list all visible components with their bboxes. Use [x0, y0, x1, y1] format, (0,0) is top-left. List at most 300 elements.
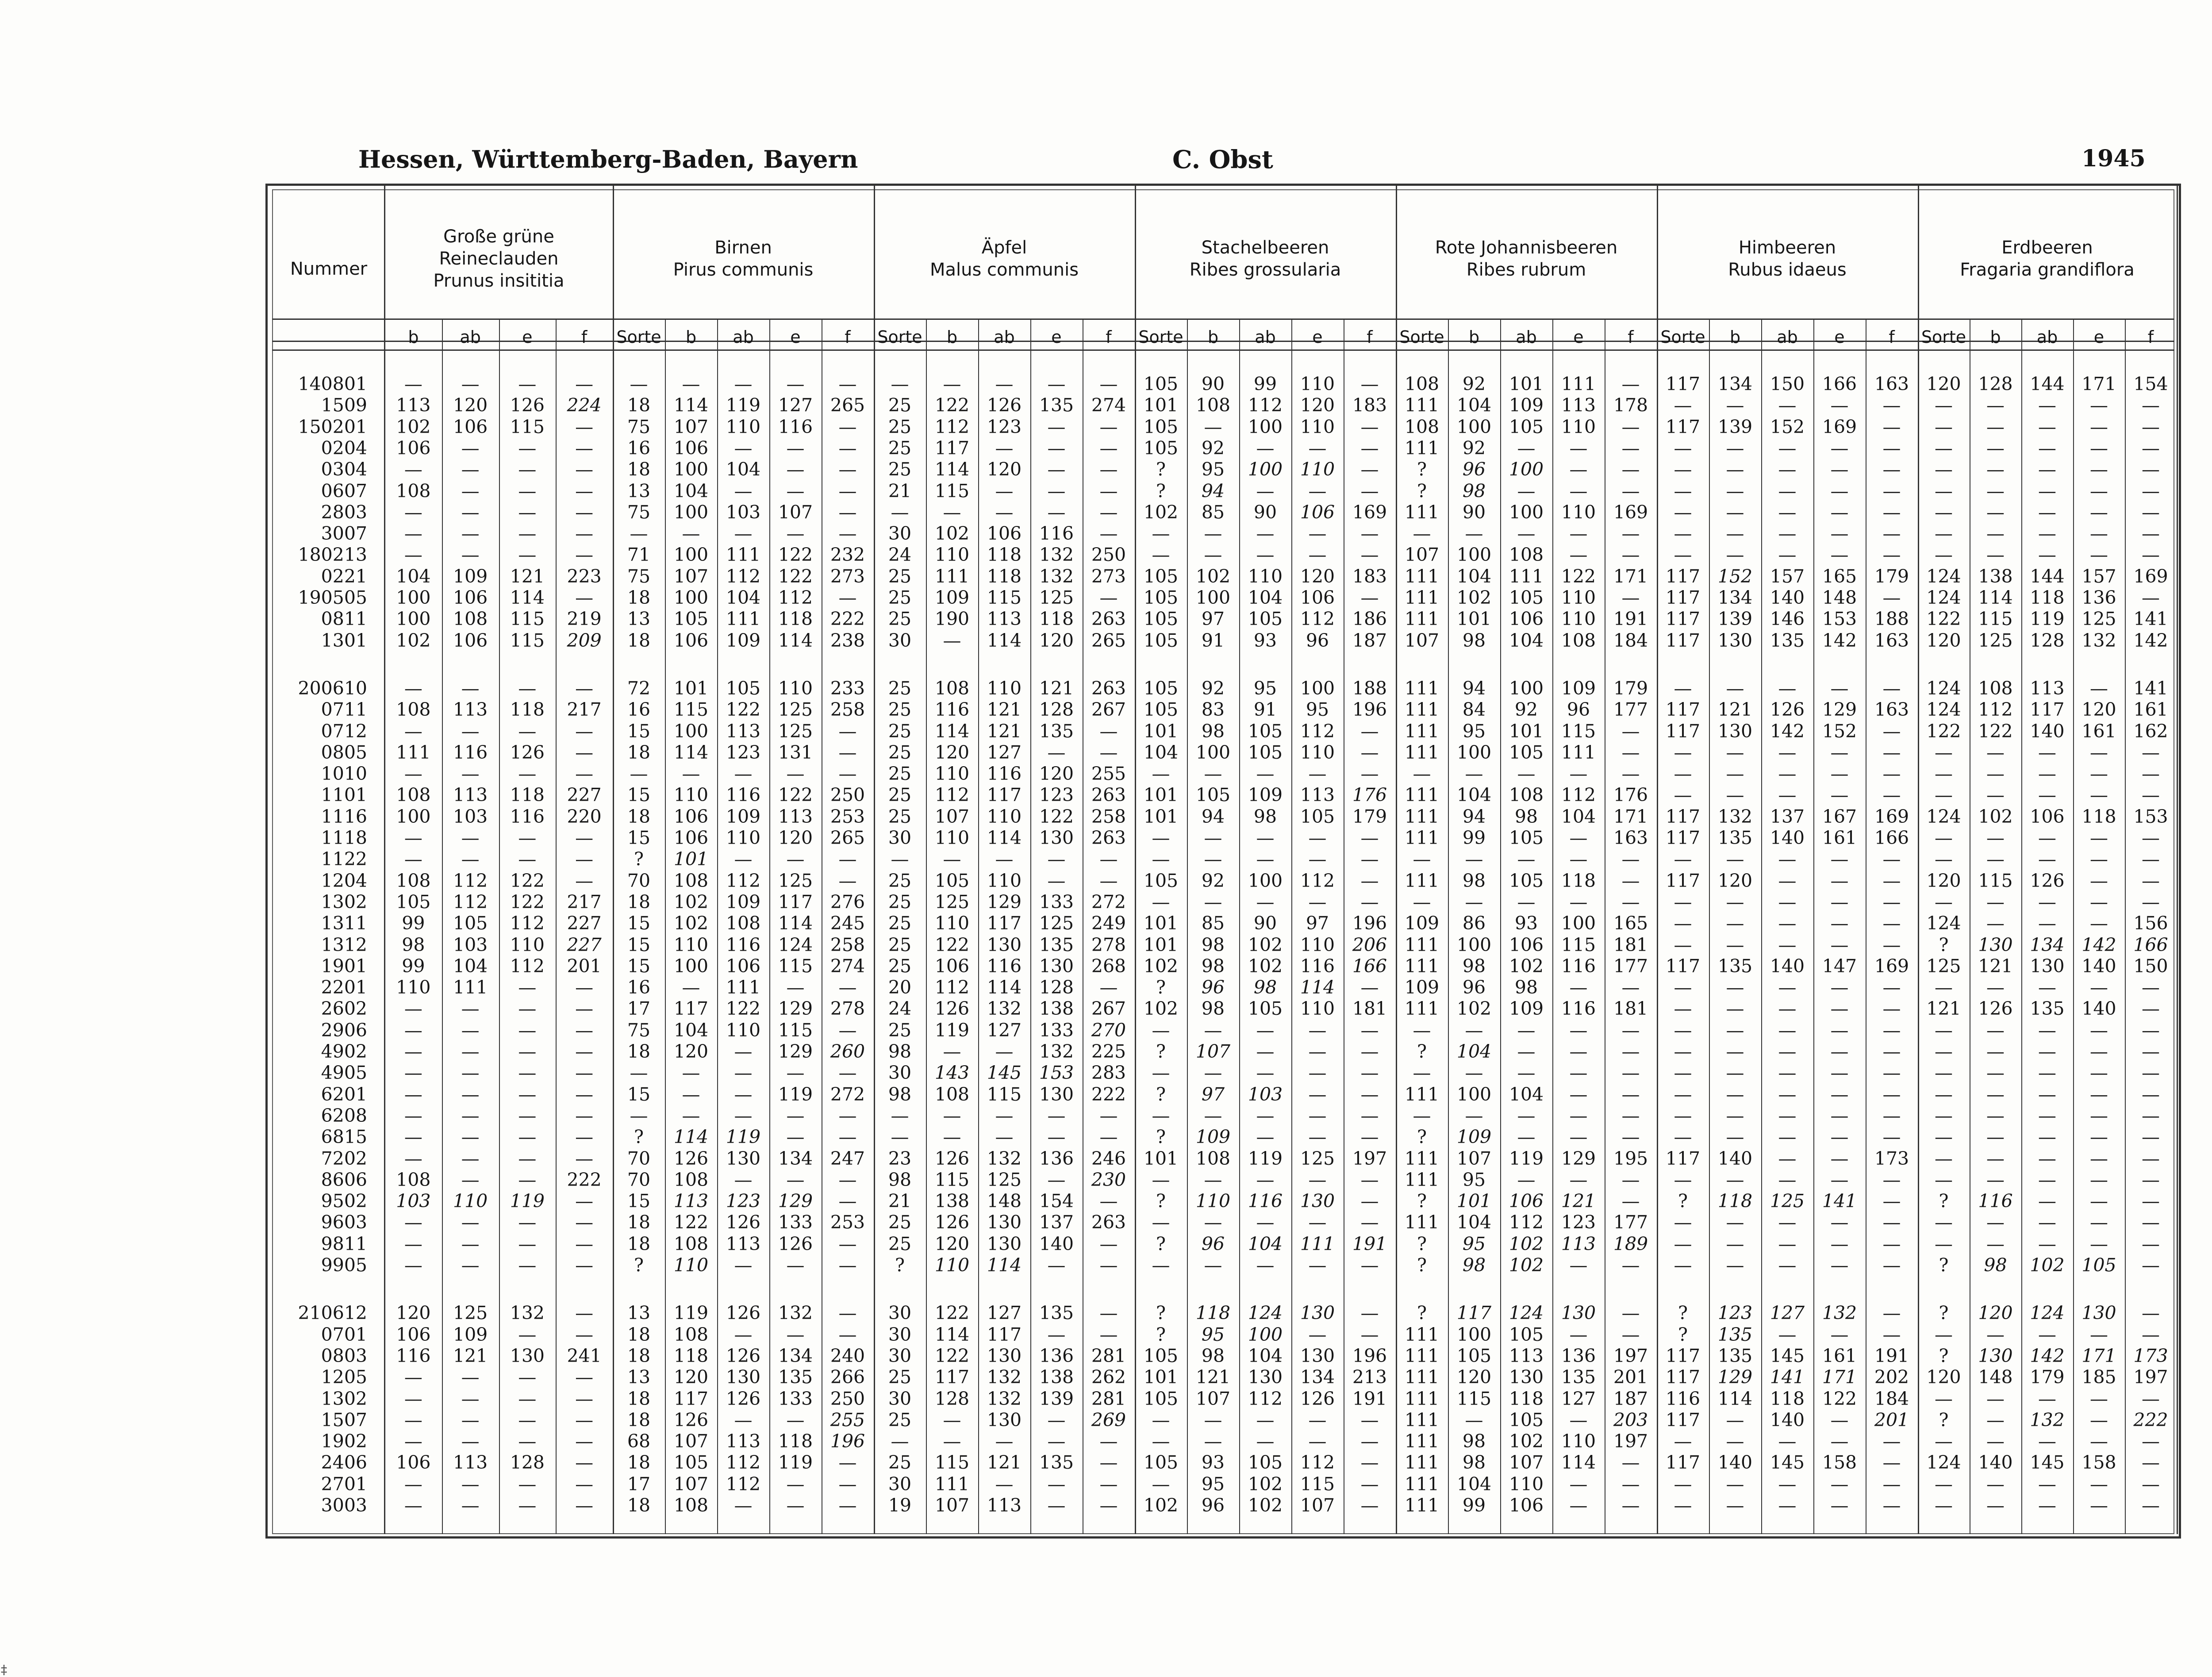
row-number: 1204 — [321, 870, 367, 891]
row-number: 2201 — [321, 977, 367, 998]
row-number: 9905 — [321, 1255, 367, 1276]
table-cell: 161 — [2081, 720, 2116, 742]
table-cell: — — [1256, 848, 1275, 870]
table-cell: 272 — [1091, 891, 1126, 913]
table-cell: — — [1935, 1105, 1953, 1126]
row-number: 6815 — [321, 1126, 367, 1148]
table-cell: 110 — [987, 870, 1022, 891]
table-cell: — — [1778, 1473, 1797, 1495]
table-cell: — — [1986, 459, 2005, 480]
table-cell: 111 — [1561, 741, 1596, 763]
table-cell: 209 — [567, 629, 602, 651]
table-cell: — — [575, 720, 594, 742]
table-cell: 25 — [888, 870, 912, 891]
table-cell: 130 — [1978, 1345, 2013, 1366]
table-cell: 118 — [778, 1431, 813, 1452]
table-cell: 16 — [627, 699, 651, 721]
table-cell: — — [786, 1495, 805, 1516]
table-cell: 90 — [1201, 373, 1225, 395]
table-cell: 25 — [888, 806, 912, 827]
table-cell: — — [1986, 544, 2005, 566]
table-cell: — — [1935, 1431, 1953, 1452]
table-cell: 111 — [1404, 1147, 1440, 1169]
table-cell: 100 — [673, 544, 709, 566]
table-cell: — — [1621, 763, 1640, 785]
table-cell: 117 — [1665, 955, 1701, 977]
table-cell: 25 — [888, 913, 912, 934]
table-cell: 132 — [1039, 565, 1074, 587]
table-cell: 116 — [396, 1345, 431, 1366]
table-cell: 102 — [2030, 1255, 2065, 1276]
row-number: 0712 — [321, 720, 367, 742]
table-cell: 111 — [726, 608, 761, 630]
table-cell: — — [1569, 459, 1588, 480]
row-number: 2906 — [321, 1019, 367, 1041]
table-cell: — — [2142, 480, 2160, 502]
table-cell: 110 — [987, 677, 1022, 699]
table-cell: 30 — [888, 1302, 912, 1324]
table-cell: — — [1360, 1041, 1379, 1062]
row-number: 0304 — [321, 459, 367, 480]
table-cell: — — [1360, 1126, 1379, 1148]
table-cell: 126 — [673, 1147, 709, 1169]
table-cell: 122 — [778, 784, 813, 806]
table-cell: 119 — [510, 1190, 545, 1212]
table-cell: — — [1882, 1495, 1901, 1516]
table-cell: — — [1986, 1062, 2005, 1084]
table-cell: — — [1256, 1431, 1275, 1452]
table-cell: 108 — [1404, 416, 1440, 437]
row-number: 150201 — [298, 416, 367, 437]
row-number: 6201 — [321, 1083, 367, 1105]
table-cell: — — [1204, 891, 1222, 913]
table-cell: 108 — [673, 1169, 709, 1190]
table-cell: — — [1569, 977, 1588, 998]
table-cell: 283 — [1091, 1062, 1126, 1084]
table-cell: — — [1986, 1147, 2005, 1169]
table-cell: 21 — [888, 480, 912, 502]
table-cell: 25 — [888, 677, 912, 699]
table-cell: — — [1256, 437, 1275, 459]
table-cell: 102 — [1509, 1233, 1544, 1255]
table-cell: 129 — [778, 1041, 813, 1062]
table-cell: 116 — [778, 416, 813, 437]
table-cell: — — [1308, 1431, 1327, 1452]
table-cell: — — [518, 1062, 537, 1084]
table-cell: — — [1308, 827, 1327, 848]
table-cell: — — [1465, 848, 1483, 870]
table-cell: — — [1621, 1083, 1640, 1105]
table-cell: 122 — [778, 565, 813, 587]
table-cell: — — [1047, 1255, 1066, 1276]
table-cell: — — [1099, 1495, 1118, 1516]
table-cell: 119 — [726, 1126, 761, 1148]
table-cell: 100 — [1195, 741, 1231, 763]
table-cell: — — [461, 1019, 480, 1041]
table-cell: 109 — [1248, 784, 1283, 806]
table-cell: 111 — [1404, 1169, 1440, 1190]
table-cell: — — [2038, 1105, 2056, 1126]
table-cell: 105 — [1143, 870, 1179, 891]
table-cell: 104 — [1248, 1345, 1283, 1366]
table-cell: — — [1256, 1409, 1275, 1431]
table-cell: — — [518, 1431, 537, 1452]
table-cell: 105 — [1143, 1388, 1179, 1409]
table-cell: — — [1986, 1495, 2005, 1516]
table-cell: 122 — [934, 1345, 970, 1366]
table-cell: — — [1986, 395, 2005, 416]
table-cell: — — [1047, 480, 1066, 502]
table-cell: 122 — [510, 891, 545, 913]
table-cell: 25 — [888, 565, 912, 587]
table-cell: — — [2142, 459, 2160, 480]
table-cell: 127 — [987, 741, 1022, 763]
table-cell: — — [1621, 1169, 1640, 1190]
table-cell: — — [2038, 1041, 2056, 1062]
table-cell: — — [1674, 523, 1692, 545]
table-cell: — — [2038, 1126, 2056, 1148]
table-cell: 98 — [1462, 1431, 1486, 1452]
table-cell: — — [1778, 741, 1797, 763]
table-cell: 18 — [627, 1452, 651, 1474]
table-cell: — — [838, 1019, 857, 1041]
table-cell: 128 — [1978, 373, 2013, 395]
table-cell: — — [1204, 763, 1222, 785]
table-cell: — — [1360, 1473, 1379, 1495]
table-cell: — — [1778, 544, 1797, 566]
table-cell: — — [1569, 523, 1588, 545]
table-cell: — — [2090, 1324, 2108, 1345]
subheader-b: b — [1990, 327, 2001, 347]
table-cell: — — [838, 741, 857, 763]
table-cell: 98 — [1462, 1255, 1486, 1276]
table-cell: 110 — [778, 677, 813, 699]
table-cell: 105 — [1509, 416, 1544, 437]
table-cell: 202 — [1874, 1366, 1909, 1388]
table-cell: — — [1256, 1041, 1275, 1062]
table-cell: 25 — [888, 608, 912, 630]
table-cell: 105 — [1143, 1345, 1179, 1366]
table-cell: — — [1413, 891, 1431, 913]
table-cell: — — [1830, 1126, 1849, 1148]
row-number: 0805 — [321, 741, 367, 763]
table-cell: 120 — [396, 1302, 431, 1324]
subheader-e: e — [522, 327, 533, 347]
table-cell: 120 — [1926, 373, 1961, 395]
table-cell: 108 — [673, 1324, 709, 1345]
table-cell: — — [838, 1302, 857, 1324]
table-cell: — — [734, 1255, 753, 1276]
table-cell: 120 — [1039, 763, 1074, 785]
table-cell: 104 — [1561, 806, 1596, 827]
table-cell: 128 — [934, 1388, 970, 1409]
table-cell: — — [1308, 1212, 1327, 1233]
group-title-line: Ribes rubrum — [1466, 260, 1586, 280]
table-cell: — — [1099, 373, 1118, 395]
table-cell: — — [1986, 1473, 2005, 1495]
table-cell: — — [461, 1388, 480, 1409]
table-cell: 107 — [1456, 1147, 1492, 1169]
table-cell: — — [575, 480, 594, 502]
table-cell: — — [1204, 1409, 1222, 1431]
table-cell: — — [1726, 1019, 1744, 1041]
table-cell: 253 — [830, 806, 865, 827]
table-cell: 113 — [453, 699, 488, 721]
table-cell: 138 — [1978, 565, 2013, 587]
table-cell: — — [518, 1409, 537, 1431]
table-cell: 117 — [2030, 699, 2065, 721]
table-cell: — — [2142, 1324, 2160, 1345]
row-number: 1902 — [321, 1431, 367, 1452]
table-cell: 132 — [1822, 1302, 1857, 1324]
table-cell: 121 — [453, 1345, 488, 1366]
table-cell: 110 — [934, 763, 970, 785]
table-cell: 120 — [987, 459, 1022, 480]
table-cell: — — [404, 1083, 422, 1105]
table-cell: — — [461, 1083, 480, 1105]
table-cell: — — [1674, 1126, 1692, 1148]
table-cell: 121 — [510, 565, 545, 587]
table-cell: — — [1621, 848, 1640, 870]
table-cell: — — [1726, 1495, 1744, 1516]
group-title-line: Malus communis — [929, 260, 1079, 280]
table-cell: — — [2142, 1388, 2160, 1409]
table-cell: — — [1674, 544, 1692, 566]
table-cell: 104 — [1509, 629, 1544, 651]
table-cell: — — [1830, 741, 1849, 763]
table-cell: — — [1935, 1233, 1953, 1255]
table-cell: — — [2090, 1473, 2108, 1495]
table-cell: — — [1935, 1041, 1953, 1062]
table-cell: 121 — [1195, 1366, 1231, 1388]
table-cell: — — [786, 1062, 805, 1084]
table-cell: 110 — [1195, 1190, 1231, 1212]
table-cell: — — [1569, 827, 1588, 848]
table-cell: — — [1935, 1147, 1953, 1169]
table-cell: — — [1517, 480, 1536, 502]
table-cell: — — [2142, 848, 2160, 870]
table-cell: — — [1360, 1409, 1379, 1431]
table-cell: — — [1726, 677, 1744, 699]
table-cell: — — [1517, 523, 1536, 545]
table-cell: ? — [1678, 1324, 1688, 1345]
table-cell: 130 — [1248, 1366, 1283, 1388]
table-cell: — — [518, 1495, 537, 1516]
table-cell: 111 — [1404, 395, 1440, 416]
table-cell: — — [404, 1255, 422, 1276]
table-cell: — — [2038, 459, 2056, 480]
table-cell: 120 — [1300, 395, 1335, 416]
table-cell: — — [1413, 848, 1431, 870]
table-cell: 104 — [1456, 1473, 1492, 1495]
table-cell: 173 — [2133, 1345, 2168, 1366]
table-cell: — — [1674, 998, 1692, 1020]
table-cell: 126 — [987, 395, 1022, 416]
table-cell: — — [518, 501, 537, 523]
table-cell: 132 — [778, 1302, 813, 1324]
table-cell: 112 — [726, 870, 761, 891]
table-cell: 70 — [627, 1147, 651, 1169]
table-cell: 163 — [1874, 629, 1909, 651]
table-cell: 101 — [1456, 1190, 1492, 1212]
table-cell: 92 — [1201, 437, 1225, 459]
table-cell: 127 — [987, 1302, 1022, 1324]
table-cell: 105 — [1143, 1452, 1179, 1474]
table-cell: — — [1674, 1105, 1692, 1126]
table-cell: 152 — [1822, 720, 1857, 742]
table-cell: 13 — [627, 1366, 651, 1388]
table-cell: 134 — [778, 1345, 813, 1366]
table-cell: — — [1830, 1062, 1849, 1084]
table-cell: — — [1986, 480, 2005, 502]
header-year: 1945 — [2081, 145, 2146, 172]
row-number: 210612 — [298, 1302, 367, 1324]
table-cell: 117 — [1665, 1452, 1701, 1474]
table-cell: 111 — [934, 1473, 970, 1495]
table-cell: ? — [1678, 1302, 1688, 1324]
table-cell: — — [838, 523, 857, 545]
table-cell: — — [461, 720, 480, 742]
table-cell: — — [461, 1062, 480, 1084]
table-cell: 110 — [396, 977, 431, 998]
table-cell: 191 — [1352, 1233, 1387, 1255]
table-cell: — — [1830, 1019, 1849, 1041]
table-cell: — — [1986, 1019, 2005, 1041]
table-cell: 90 — [1253, 913, 1277, 934]
table-cell: — — [943, 373, 961, 395]
table-cell: — — [575, 1388, 594, 1409]
table-cell: — — [1882, 934, 1901, 956]
table-cell: — — [518, 720, 537, 742]
table-cell: — — [1256, 1062, 1275, 1084]
table-cell: — — [2142, 741, 2160, 763]
table-cell: 110 — [934, 913, 970, 934]
table-cell: — — [1986, 523, 2005, 545]
table-cell: — — [995, 848, 1014, 870]
table-cell: 230 — [1091, 1169, 1126, 1190]
row-number: 1302 — [321, 891, 367, 913]
table-cell: 93 — [1253, 629, 1277, 651]
table-cell: — — [1726, 437, 1744, 459]
table-cell: 117 — [987, 1324, 1022, 1345]
table-cell: — — [575, 977, 594, 998]
table-cell: — — [786, 1409, 805, 1431]
table-cell: — — [1308, 1409, 1327, 1431]
table-cell: 124 — [1926, 587, 1961, 608]
table-cell: 130 — [987, 1345, 1022, 1366]
scan-mark: ‡ — [1, 1662, 7, 1677]
table-cell: 142 — [2081, 934, 2116, 956]
table-cell: — — [1726, 1105, 1744, 1126]
table-cell: 110 — [453, 1190, 488, 1212]
table-cell: — — [1935, 891, 1953, 913]
table-cell: — — [943, 1126, 961, 1148]
table-cell: — — [1099, 587, 1118, 608]
table-cell: 111 — [1404, 870, 1440, 891]
table-cell: 130 — [2081, 1302, 2116, 1324]
table-cell: — — [1882, 763, 1901, 785]
table-cell: 115 — [510, 608, 545, 630]
table-cell: 158 — [1822, 1452, 1857, 1474]
table-cell: 25 — [888, 1233, 912, 1255]
table-cell: 117 — [934, 437, 970, 459]
table-cell: 98 — [1514, 806, 1538, 827]
table-cell: — — [2142, 416, 2160, 437]
table-cell: 112 — [934, 977, 970, 998]
table-cell: 109 — [934, 587, 970, 608]
table-cell: — — [1778, 1083, 1797, 1105]
table-cell: — — [461, 501, 480, 523]
table-cell: 111 — [726, 544, 761, 566]
table-cell: 163 — [1613, 827, 1648, 848]
table-cell: — — [734, 848, 753, 870]
table-cell: 136 — [2081, 587, 2116, 608]
table-cell: — — [1152, 1409, 1170, 1431]
table-cell: — — [2090, 741, 2108, 763]
table-cell: 124 — [1926, 1452, 1961, 1474]
table-cell: — — [2142, 1169, 2160, 1190]
table-cell: 124 — [1926, 806, 1961, 827]
table-cell: 129 — [987, 891, 1022, 913]
table-cell: — — [734, 1409, 753, 1431]
table-cell: 104 — [673, 1019, 709, 1041]
table-cell: 101 — [1143, 806, 1179, 827]
table-cell: 115 — [778, 955, 813, 977]
table-cell: 217 — [567, 891, 602, 913]
table-cell: 179 — [1874, 565, 1909, 587]
table-cell: — — [1778, 913, 1797, 934]
table-cell: — — [1099, 1233, 1118, 1255]
table-cell: 130 — [987, 934, 1022, 956]
table-cell: — — [461, 544, 480, 566]
table-cell: 126 — [778, 1233, 813, 1255]
table-cell: 108 — [1195, 395, 1231, 416]
table-cell: — — [1726, 1431, 1744, 1452]
table-cell: 132 — [1039, 1041, 1074, 1062]
table-cell: 126 — [934, 998, 970, 1020]
table-cell: — — [461, 480, 480, 502]
table-cell: — — [995, 1041, 1014, 1062]
table-cell: 102 — [934, 523, 970, 545]
table-cell: 15 — [627, 784, 651, 806]
table-cell: 98 — [1462, 1452, 1486, 1474]
table-cell: — — [1517, 1169, 1536, 1190]
table-cell: — — [1621, 1324, 1640, 1345]
table-cell: 145 — [987, 1062, 1022, 1084]
table-cell: 206 — [1352, 934, 1387, 956]
table-cell: — — [518, 998, 537, 1020]
table-cell: 113 — [2030, 677, 2065, 699]
table-cell: 148 — [987, 1190, 1022, 1212]
table-cell: 265 — [830, 395, 865, 416]
table-cell: 255 — [830, 1409, 865, 1431]
table-cell: — — [1726, 1041, 1744, 1062]
table-cell: 110 — [726, 1019, 761, 1041]
table-cell: — — [1360, 891, 1379, 913]
table-cell: — — [461, 1041, 480, 1062]
table-cell: — — [1099, 1126, 1118, 1148]
table-cell: — — [2142, 1255, 2160, 1276]
table-cell: — — [1308, 1169, 1327, 1190]
table-cell: — — [1360, 373, 1379, 395]
table-cell: 102 — [1143, 955, 1179, 977]
table-cell: — — [575, 1431, 594, 1452]
table-cell: 125 — [2081, 608, 2116, 630]
table-cell: 105 — [2081, 1255, 2116, 1276]
table-cell: — — [838, 1473, 857, 1495]
table-cell: 111 — [1561, 373, 1596, 395]
table-cell: — — [1152, 1255, 1170, 1276]
